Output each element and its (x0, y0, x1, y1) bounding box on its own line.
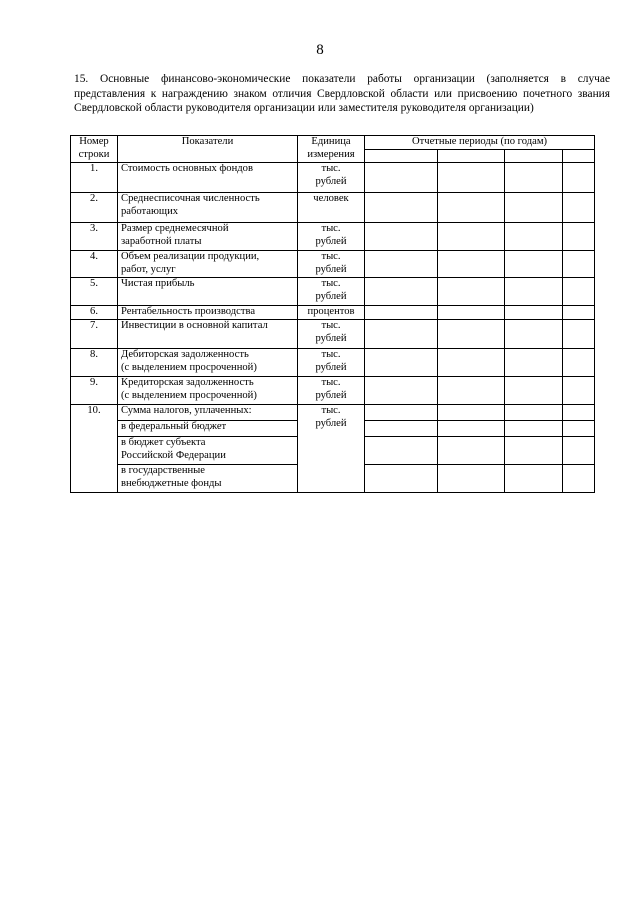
period-cell (505, 405, 563, 421)
indicator-line1: Среднесписочная численность (121, 193, 260, 204)
period-cell (505, 278, 563, 306)
table-row-taxes (71, 405, 595, 421)
period-cell (365, 421, 438, 437)
unit-line2: рублей (315, 290, 347, 302)
period-cell (365, 437, 438, 465)
indicator-line1: в государственные (121, 465, 206, 476)
period-cell (365, 349, 438, 377)
period-cell (365, 163, 438, 193)
row-number: 2. (71, 193, 118, 223)
table-row (71, 377, 595, 405)
indicator-line1: Объем реализации продукции, (121, 251, 260, 262)
page-number: 8 (316, 42, 324, 58)
indicator-cell (118, 437, 298, 465)
indicator-cell (118, 251, 298, 278)
indicator-cell (118, 405, 298, 421)
period-cell (505, 377, 563, 405)
row-number: 7. (71, 320, 118, 349)
indicator-cell (118, 163, 298, 193)
period-cell (438, 320, 505, 349)
period-cell (563, 405, 595, 421)
indicator-line1: Рентабельность производства (121, 306, 256, 317)
indicator-cell (118, 193, 298, 223)
indicator-line2: работающих (121, 205, 179, 217)
indicator-cell (118, 320, 298, 349)
period-cell (438, 377, 505, 405)
unit-line2: рублей (315, 332, 347, 344)
period-cell (365, 377, 438, 405)
period-cell (365, 193, 438, 223)
unit-line1: тыс. (321, 223, 341, 234)
period-cell (505, 421, 563, 437)
period-cell (365, 465, 438, 493)
row-number: 1. (71, 163, 118, 193)
period-cell (505, 320, 563, 349)
period-cell (438, 421, 505, 437)
indicator-line2: работ, услуг (121, 263, 176, 275)
header-row-number-line2: строки (78, 148, 110, 160)
period-cell (563, 251, 595, 278)
period-cell (563, 320, 595, 349)
indicator-cell (118, 421, 298, 437)
unit-line1: тыс. (321, 163, 341, 174)
indicator-line2: Российской Федерации (121, 449, 226, 461)
table-row (71, 320, 595, 349)
row-number: 4. (71, 251, 118, 278)
period-cell (505, 163, 563, 193)
header-indicators: Показатели (118, 136, 298, 163)
period-cell (505, 306, 563, 320)
period-cell (438, 251, 505, 278)
row-number: 8. (71, 349, 118, 377)
indicator-line1: Дебиторская задолженность (121, 349, 249, 360)
period-cell (438, 223, 505, 251)
period-column-4-header (563, 150, 595, 163)
table-row (71, 163, 595, 193)
period-cell (563, 223, 595, 251)
period-cell (563, 349, 595, 377)
period-cell (438, 193, 505, 223)
indicator-line1: Кредиторская задолженность (121, 377, 254, 388)
indicator-line1: Инвестиции в основной капитал (121, 320, 268, 331)
unit-line2: рублей (315, 389, 347, 401)
period-cell (438, 349, 505, 377)
indicator-line1: в федеральный бюджет (121, 421, 227, 432)
row-number: 6. (71, 306, 118, 320)
period-column-2-header (438, 150, 505, 163)
row-number: 5. (71, 278, 118, 306)
period-cell (563, 306, 595, 320)
unit-cell (298, 306, 365, 320)
indicator-line1: в бюджет субъекта (121, 437, 206, 448)
indicator-cell (118, 465, 298, 493)
indicator-line1: Размер среднемесячной (121, 223, 229, 234)
period-cell (563, 437, 595, 465)
unit-cell (298, 349, 365, 377)
unit-cell (298, 320, 365, 349)
unit-cell (298, 377, 365, 405)
row-number: 9. (71, 377, 118, 405)
unit-line1: тыс. (321, 278, 341, 289)
period-cell (563, 377, 595, 405)
header-reporting-periods: Отчетные периоды (по годам) (365, 136, 595, 150)
indicator-cell (118, 377, 298, 405)
table-row (71, 223, 595, 251)
period-cell (438, 278, 505, 306)
period-cell (505, 437, 563, 465)
period-cell (438, 465, 505, 493)
table-row (71, 349, 595, 377)
period-cell (563, 421, 595, 437)
period-cell (365, 278, 438, 306)
table-row (71, 306, 595, 320)
unit-cell (298, 251, 365, 278)
indicator-line2: внебюджетные фонды (121, 477, 222, 489)
period-cell (365, 320, 438, 349)
unit-cell (298, 193, 365, 223)
indicator-cell (118, 278, 298, 306)
period-cell (563, 163, 595, 193)
period-cell (505, 465, 563, 493)
period-column-3-header (505, 150, 563, 163)
header-unit (298, 136, 365, 163)
unit-line1: человек (313, 193, 349, 204)
indicator-line1: Сумма налогов, уплаченных: (121, 405, 252, 416)
unit-line1: тыс. (321, 251, 341, 262)
intro-paragraph: 15. Основные финансово-экономические показатели работы организации (заполняется в случае представления к награждению знаком отличия Свердловской области или присвоению почетного звания Свердловской области руководителя организации или заместителя руководителя организации) (74, 73, 610, 115)
header-unit-line2: измерения (307, 148, 355, 160)
unit-cell (298, 223, 365, 251)
unit-cell (298, 278, 365, 306)
header-row-number-line1: Номер (79, 136, 109, 147)
unit-line2: рублей (315, 263, 347, 275)
period-cell (438, 437, 505, 465)
indicator-cell (118, 349, 298, 377)
unit-line2: рублей (315, 361, 347, 373)
unit-line2: рублей (315, 235, 347, 247)
table-row (71, 251, 595, 278)
period-cell (505, 223, 563, 251)
indicator-line1: Стоимость основных фондов (121, 163, 253, 174)
period-cell (563, 193, 595, 223)
period-cell (365, 251, 438, 278)
period-cell (505, 251, 563, 278)
period-cell (365, 405, 438, 421)
period-cell (505, 349, 563, 377)
unit-line2: рублей (315, 417, 347, 429)
row-number: 3. (71, 223, 118, 251)
indicator-line1: Чистая прибыль (121, 278, 195, 289)
indicator-cell (118, 223, 298, 251)
period-cell (438, 306, 505, 320)
period-cell (438, 163, 505, 193)
period-column-1-header (365, 150, 438, 163)
period-cell (438, 405, 505, 421)
table-row (71, 278, 595, 306)
financial-indicators-table (70, 135, 595, 493)
unit-line1: тыс. (321, 320, 341, 331)
indicator-line2: заработной платы (121, 235, 202, 247)
indicator-line2: (с выделением просроченной) (121, 389, 257, 401)
unit-line1: процентов (307, 306, 355, 317)
header-unit-line1: Единица (311, 136, 351, 147)
indicator-line2: (с выделением просроченной) (121, 361, 257, 373)
header-row-number (71, 136, 118, 163)
unit-line1: тыс. (321, 349, 341, 360)
unit-cell (298, 163, 365, 193)
period-cell (365, 306, 438, 320)
unit-line1: тыс. (321, 405, 341, 416)
unit-line2: рублей (315, 175, 347, 187)
period-cell (563, 465, 595, 493)
row-number: 10. (71, 405, 118, 493)
table-row (71, 193, 595, 223)
indicator-cell (118, 306, 298, 320)
period-cell (365, 223, 438, 251)
period-cell (563, 278, 595, 306)
unit-cell (298, 405, 365, 493)
period-cell (505, 193, 563, 223)
unit-line1: тыс. (321, 377, 341, 388)
